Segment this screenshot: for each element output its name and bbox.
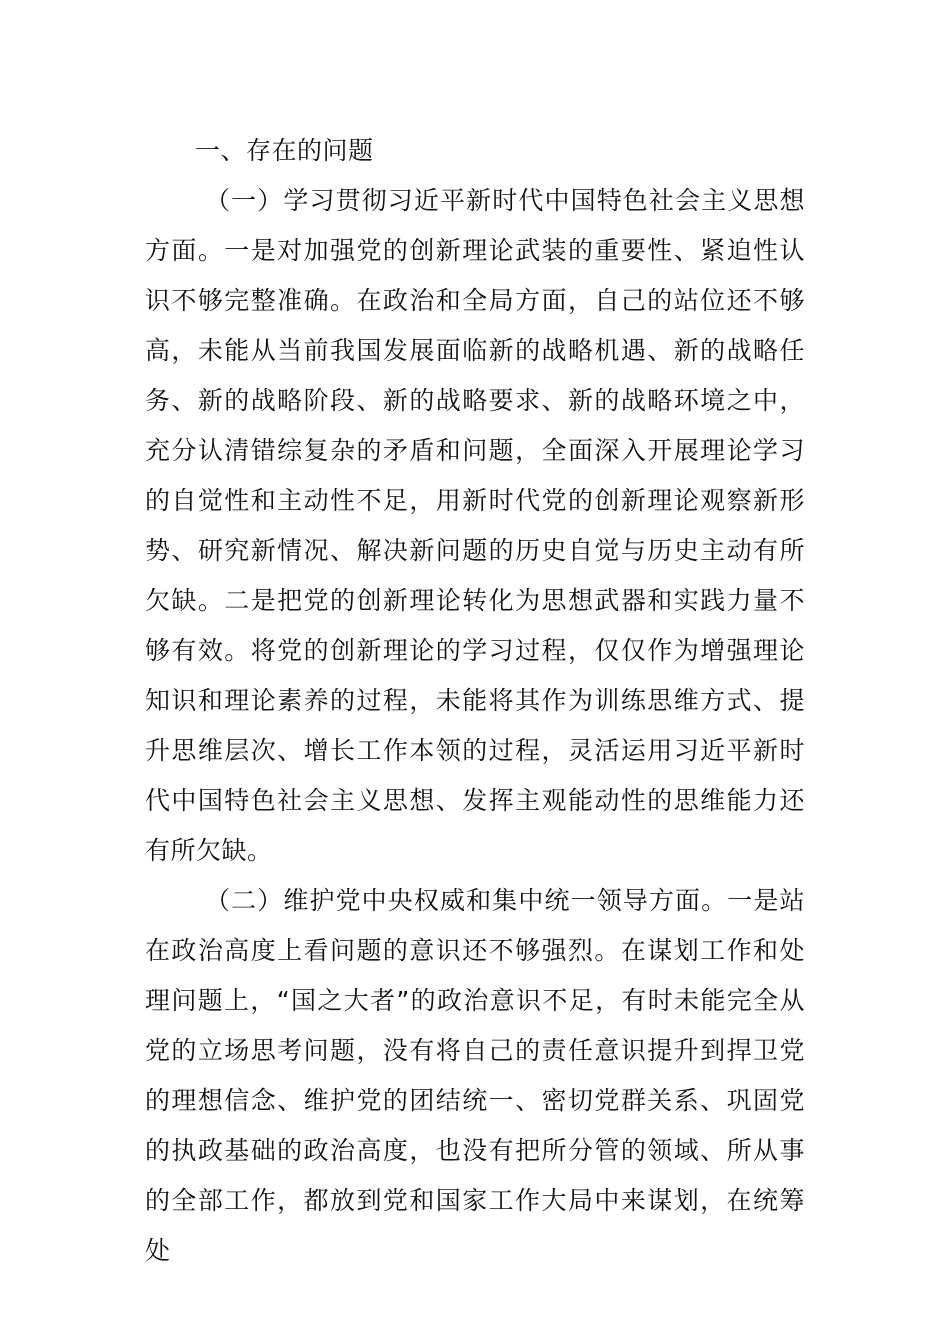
paragraph-1: （一）学习贯彻习近平新时代中国特色社会主义思想方面。一是对加强党的创新理论武装的重要性、紧迫性认识不够完整准确。在政治和全局方面，自己的站位还不够高，未能从当前我国发展面临新的战略机遇、新的战略任务、新的战略阶段、新的战略要求、新的战略环境之中，充分认清错综复杂的矛盾和问题，全面深入开展理论学习的自觉性和主动性不足，用新时代党的创新理论观察新形势、研究新情况、解决新问题的历史自觉与历史主动有所欠缺。二是把党的创新理论转化为思想武器和实践力量不够有效。将党的创新理论的学习过程，仅仅作为增强理论知识和理论素养的过程，未能将其作为训练思维方式、提升思维层次、增长工作本领的过程，灵活运用习近平新时代中国特色社会主义思想、发挥主观能动性的思维能力还有所欠缺。 [145, 186, 805, 865]
section-heading: 一、存在的问题 [195, 136, 374, 165]
paragraph-2: （二）维护党中央权威和集中统一领导方面。一是站在政治高度上看问题的意识还不够强烈。在谋划工作和处理问题上，“国之大者”的政治意识不足，有时未能完全从党的立场思考问题，没有将自己的责任意识提升到捍卫党的理想信念、维护党的团结统一、密切党群关系、巩固党的执政基础的政治高度，也没有把所分管的领域、所从事的全部工作，都放到党和国家工作大局中来谋划，在统筹处 [145, 886, 805, 1265]
document-body [145, 126, 805, 1276]
